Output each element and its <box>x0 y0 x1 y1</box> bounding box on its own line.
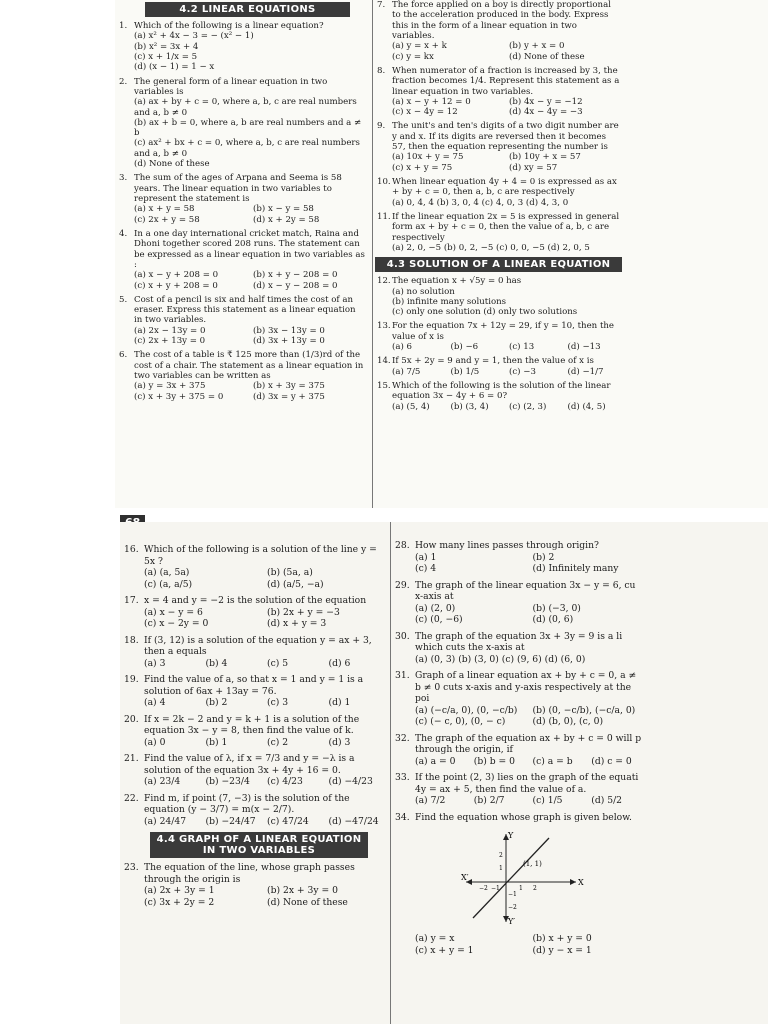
option: (a) 4 <box>144 697 166 708</box>
option: (b) 2x + 3y = 0 <box>267 885 338 896</box>
tick-label: −1 <box>508 891 517 898</box>
question-text: The graph of the equation ax + by + c = 0 will p through the origin, if <box>415 732 642 755</box>
option: (a) 24/47 <box>144 815 187 827</box>
question-number: 8. <box>377 65 386 76</box>
option: (d) (4, 5) <box>567 401 606 412</box>
question-item <box>395 580 644 626</box>
question-text: When linear equation 4y + 4 = 0 is expressed as ax + by + c = 0, then a, b, c are respectively <box>392 177 617 198</box>
options <box>134 326 366 347</box>
question-number: 5. <box>119 294 128 305</box>
option: (d) (0, 6) <box>532 614 574 625</box>
question-number: 13. <box>377 321 391 332</box>
option: (b) (5a, a) <box>267 567 313 578</box>
options <box>144 697 384 709</box>
options <box>144 658 384 670</box>
options <box>415 552 644 575</box>
options <box>392 243 620 253</box>
question-number: 33. <box>395 772 410 783</box>
options <box>392 367 620 377</box>
line-graph <box>461 830 584 926</box>
question-text: Find the value of λ, if x = 7/3 and y = −λ is a solution of the equation 3x + 4y + 16 = 0. <box>144 753 355 776</box>
option: (b) 1 <box>205 736 228 748</box>
option: (a) y = x + k <box>392 41 447 52</box>
question-item <box>377 121 620 173</box>
question-list <box>373 0 624 253</box>
question-item <box>377 321 620 352</box>
question-text: When numerator of a fraction is increased by 3, the fraction becomes 1/4. Represent this statement as a linear equation in two variables. <box>392 65 620 97</box>
option: (c) 2x + y = 58 <box>134 214 200 225</box>
question-text: How many lines passes through origin? <box>415 540 599 551</box>
option: (d) 5/2 <box>591 795 623 806</box>
question-item <box>377 0 620 62</box>
question-number: 1. <box>119 21 128 31</box>
question-item <box>395 540 644 575</box>
options <box>392 287 620 318</box>
options <box>415 795 644 807</box>
question-item <box>119 77 366 170</box>
option: (d) None of these <box>509 51 585 62</box>
question-item <box>395 670 644 728</box>
option: (a) x − y + 12 = 0 <box>392 96 471 107</box>
question-text: Find the equation whose graph is given below. <box>415 811 632 823</box>
option: (a) x − y = 6 <box>144 606 203 618</box>
option: (d) (b, 0), (c, 0) <box>532 716 604 727</box>
option: (b) 1/5 <box>450 366 480 377</box>
question-text: x = 4 and y = −2 is the solution of the equation <box>144 595 367 606</box>
options <box>392 342 620 352</box>
option: (a) (a, 5a) <box>144 567 190 578</box>
tick-label: 2 <box>533 885 537 892</box>
tick-label: −2 <box>508 904 517 911</box>
left-margin <box>0 0 115 512</box>
option: (c) 1/5 <box>532 795 563 806</box>
option: (a) (5, 4) <box>392 401 430 412</box>
option: (a) 23/4 <box>144 776 181 787</box>
question-number: 10. <box>377 177 391 187</box>
question-text: For the equation 7x + 12y = 29, if y = 10, then the value of x is <box>392 321 615 342</box>
option: (a) 2, 0, −5 (b) 0, 2, −5 (c) 0, 0, −5 (d) 2, 0, 5 <box>392 242 590 253</box>
options <box>392 402 620 412</box>
option: (d) x − y − 208 = 0 <box>253 280 338 291</box>
question-item <box>395 772 644 807</box>
question-number: 15. <box>377 381 391 391</box>
option: (d) None of these <box>134 159 210 170</box>
option: (b) 3x − 13y = 0 <box>253 325 325 336</box>
question-item <box>377 276 620 317</box>
option: (b) (−3, 0) <box>532 602 581 614</box>
question-number: 34. <box>395 811 410 823</box>
question-item <box>124 635 384 670</box>
options <box>134 204 366 225</box>
option: (d) −1/7 <box>567 366 604 377</box>
option: (b) 2 <box>532 551 555 563</box>
option: (c) 4/23 <box>267 776 303 787</box>
option: (b) 4 <box>205 657 228 669</box>
question-number: 17. <box>124 595 139 606</box>
question-item <box>119 21 366 73</box>
question-text: Graph of a linear equation ax + by + c = 0, a ≠ b ≠ 0 cuts x-axis and y-axis respectively at the poi <box>415 670 637 704</box>
question-text: The general form of a linear equation in two variables is <box>134 76 328 97</box>
question-number: 18. <box>124 634 139 646</box>
question-text: The equation of the line, whose graph passes through the origin is <box>144 862 355 885</box>
question-number: 12. <box>377 276 391 287</box>
question-text: The cost of a table is ₹ 125 more than (1/3)rd of the cost of a chair. The statement as a linear equation in two variables can be written as <box>134 350 364 381</box>
question-options <box>391 933 648 956</box>
question-text: If the linear equation 2x = 5 is expressed in general form ax + by + c = 0, then the value of a, b, c are respectively <box>392 211 620 243</box>
question-text: The sum of the ages of Arpana and Seema is 58 years. The linear equation in two variables to represent the statement is <box>134 173 342 204</box>
question-number: 4. <box>119 228 128 239</box>
question-text: Find the value of a, so that x = 1 and y = 1 is a solution of 6ax + 13ay = 76. <box>144 674 364 697</box>
options <box>144 776 384 788</box>
question-text: The graph of the equation 3x + 3y = 9 is a li which cuts the x-axis at <box>415 630 623 653</box>
option: (b) 2x + y = −3 <box>267 606 340 618</box>
option: (a) ax + by + c = 0, where a, b, c are real numbers and a, b ≠ 0 <box>134 97 357 118</box>
option: (b) x + 3y = 375 <box>253 381 325 392</box>
option: (c) x + 1/x = 5 <box>134 51 198 62</box>
option: (c) a = b <box>532 755 573 767</box>
section-banner-4-2: 4.2 LINEAR EQUATIONS <box>145 2 350 17</box>
options <box>415 705 644 728</box>
arrowhead <box>570 879 576 885</box>
question-number: 6. <box>119 350 128 361</box>
top-left-column <box>115 0 370 512</box>
point-label: (1, 1) <box>523 860 542 868</box>
option: (d) −4/23 <box>328 776 373 787</box>
option: (a) a = 0 <box>415 755 456 767</box>
question-item <box>119 173 366 225</box>
question-list <box>373 276 624 412</box>
question-number: 20. <box>124 713 139 725</box>
options <box>134 270 366 291</box>
question-number: 2. <box>119 76 128 87</box>
question-text: The unit's and ten's digits of a two digit number are y and x. If its digits are reversed then it becomes 57, then the equation representing the number is <box>392 121 619 153</box>
question-text: Which of the following is a solution of the line y = 5x ? <box>144 544 377 567</box>
option: (c) x + y = 75 <box>392 162 453 173</box>
option: (c) x − 4y = 12 <box>392 107 458 118</box>
tick-label: 2 <box>499 852 503 859</box>
question-item <box>124 862 384 908</box>
question-number: 28. <box>395 540 410 551</box>
question-list <box>120 862 388 908</box>
option: (a) 2x + 3y = 1 <box>144 885 215 896</box>
options <box>134 97 366 169</box>
option: (b) ax + b = 0, where a, b are real numbers and a ≠ b <box>134 117 362 139</box>
question-item <box>395 733 644 768</box>
tick-label: −1 <box>491 885 500 892</box>
option: (d) −13 <box>567 342 601 353</box>
question-number: 22. <box>124 792 139 804</box>
option: (c) 47/24 <box>267 815 309 827</box>
option: (b) b = 0 <box>473 755 515 767</box>
question-number: 21. <box>124 753 139 764</box>
options <box>134 381 366 402</box>
option: (c) 2x + 13y = 0 <box>134 336 206 347</box>
question-number: 29. <box>395 579 410 591</box>
option: (a) (2, 0) <box>415 602 456 614</box>
options <box>144 816 384 828</box>
option: (b) x − y = 58 <box>253 204 314 215</box>
options <box>415 933 644 956</box>
option: (d) x + 2y = 58 <box>253 214 320 225</box>
option: (c) 13 <box>509 342 535 353</box>
question-text: Find m, if point (7, −3) is the solution of the equation (y − 3/7) = m(x − 2/7). <box>144 792 350 815</box>
option: (c) 4 <box>415 563 437 574</box>
question-item <box>377 177 620 208</box>
x-axis-label: X <box>578 878 584 887</box>
question-number: 23. <box>124 862 139 873</box>
option: (b) x + y − 208 = 0 <box>253 270 338 281</box>
question-item <box>395 631 644 666</box>
question-list <box>115 21 370 402</box>
option: (b) 2/7 <box>473 795 505 806</box>
option: (a) 3 <box>144 657 166 669</box>
option: (c) y = kx <box>392 51 434 62</box>
option: (a) x − y + 208 = 0 <box>134 270 219 281</box>
option: (c) x − 2y = 0 <box>144 618 209 629</box>
option: (c) ax² + bx + c = 0, where a, b, c are real numbers and a, b ≠ 0 <box>134 138 360 159</box>
question-item <box>377 212 620 253</box>
option: (a) 6 <box>392 342 413 353</box>
options <box>415 603 644 626</box>
y-axis-label: Y <box>508 831 514 840</box>
question-number: 31. <box>395 670 410 681</box>
question-item <box>377 356 620 377</box>
option: (c) x + 3y + 375 = 0 <box>134 391 224 402</box>
option: (c) only one solution (d) only two solutions <box>392 307 578 318</box>
option: (d) 4x − 4y = −3 <box>509 107 583 118</box>
option: (b) 10y + x = 57 <box>509 152 581 163</box>
option: (b) x + y = 0 <box>532 933 592 944</box>
options <box>392 41 620 62</box>
question-number: 9. <box>377 121 386 132</box>
question-text: In a one day international cricket match, Raina and Dhoni together scored 208 runs. The statement can be expressed as a linear equation in two variables as : <box>134 228 365 270</box>
question-text: Cost of a pencil is six and half times the cost of an eraser. Express this statement as a linear equation in two variables. <box>134 294 356 326</box>
left-margin <box>0 522 120 1024</box>
question-item <box>119 350 366 402</box>
option: (c) 3x + 2y = 2 <box>144 896 215 908</box>
option: (a) (−c/a, 0), (0, −c/b) <box>415 704 518 716</box>
question-text: Which of the following is a linear equation? <box>134 21 324 31</box>
option: (a) 7/2 <box>415 795 446 806</box>
option: (a) 0, 4, 4 (b) 3, 0, 4 (c) 4, 0, 3 (d) 4, 3, 0 <box>392 197 569 208</box>
option: (c) (− c, 0), (0, − c) <box>415 716 506 727</box>
tick-label: 1 <box>519 885 523 892</box>
question-item <box>377 381 620 412</box>
option: (d) c = 0 <box>591 755 632 767</box>
question-item <box>119 295 366 347</box>
top-right-column <box>372 0 624 512</box>
tick-label: −2 <box>479 885 488 892</box>
options <box>144 737 384 749</box>
option: (a) 2x − 13y = 0 <box>134 325 206 336</box>
question-item <box>124 753 384 788</box>
option: (b) (3, 4) <box>450 401 489 412</box>
option: (d) 6 <box>328 657 351 669</box>
option: (d) Infinitely many <box>532 563 619 574</box>
option: (c) (a, a/5) <box>144 578 193 590</box>
option: (c) x + y = 1 <box>415 944 474 956</box>
question-item <box>124 793 384 828</box>
option: (b) (0, −c/b), (−c/a, 0) <box>532 704 636 716</box>
options <box>144 567 384 590</box>
question-number: 16. <box>124 544 139 555</box>
question-item <box>395 812 644 824</box>
options <box>415 654 644 666</box>
question-text: The force applied on a boy is directly proportional to the acceleration produced in the body. Express this in the form of a linear equation in two variables. <box>392 0 611 41</box>
option: (d) (x − 1) = 1 − x <box>134 62 215 73</box>
question-text: The graph of the linear equation 3x − y = 6, cu x-axis at <box>415 579 636 602</box>
option: (d) 1 <box>328 697 351 708</box>
question-text: The equation x + √5y = 0 has <box>392 276 522 287</box>
option: (d) None of these <box>267 896 348 908</box>
question-number: 7. <box>377 0 386 10</box>
option: (b) y + x = 0 <box>509 41 565 52</box>
option: (c) (2, 3) <box>509 401 547 412</box>
question-list <box>391 540 648 823</box>
question-options <box>395 933 644 956</box>
section-banner-4-4: 4.4 GRAPH OF A LINEAR EQUATION IN TWO VARIABLES <box>150 832 368 858</box>
question-number: 32. <box>395 732 410 744</box>
option: (d) −47/24 <box>328 815 379 827</box>
options <box>392 97 620 118</box>
question-item <box>124 595 384 630</box>
option: (d) xy = 57 <box>509 162 558 173</box>
bottom-right-column <box>390 522 648 1024</box>
option: (c) (0, −6) <box>415 614 463 625</box>
question-item <box>377 66 620 118</box>
options <box>392 198 620 208</box>
question-number: 11. <box>377 211 391 222</box>
bottom-page <box>0 522 768 1024</box>
question-text: If x = 2k − 2 and y = k + 1 is a solution of the equation 3x − y = 8, then find the value of k. <box>144 713 360 736</box>
option: (a) y = 3x + 375 <box>134 381 206 392</box>
option: (b) −6 <box>450 342 479 353</box>
option: (c) −3 <box>509 366 536 377</box>
question-number: 3. <box>119 173 128 184</box>
bottom-left-column <box>120 522 388 1024</box>
question-item <box>124 674 384 709</box>
option: (b) −24/47 <box>205 815 256 827</box>
question-number: 14. <box>377 356 391 367</box>
question-number: 30. <box>395 630 410 642</box>
option: (b) 4x − y = −12 <box>509 96 583 107</box>
option: (a) no solution <box>392 286 455 297</box>
option: (a) 0 <box>144 736 166 748</box>
question-text: If the point (2, 3) lies on the graph of the equati 4y = ax + 5, then find the value of a. <box>415 772 639 795</box>
option: (d) x + y = 3 <box>267 618 327 629</box>
option: (a) y = x <box>415 933 455 944</box>
option: (a) x² + 4x − 3 = − (x² − 1) <box>134 31 254 42</box>
option: (b) infinite many solutions <box>392 296 507 307</box>
tick-label: 1 <box>499 865 503 872</box>
option: (d) 3 <box>328 736 351 748</box>
option: (a) 1 <box>415 551 437 563</box>
y-neg-label: Y′ <box>508 917 516 926</box>
option: (d) 3x + 13y = 0 <box>253 336 325 347</box>
options <box>144 885 384 908</box>
option: (b) x² = 3x + 4 <box>134 41 199 52</box>
option: (c) x + y + 208 = 0 <box>134 280 218 291</box>
option: (a) 7/5 <box>392 366 421 377</box>
question-item <box>124 714 384 749</box>
question-text: Which of the following is the solution of the linear equation 3x − 4y + 6 = 0? <box>392 381 611 402</box>
option: (c) 2 <box>267 736 289 748</box>
option: (b) 2 <box>205 697 228 708</box>
option: (c) 5 <box>267 657 289 669</box>
option: (d) 3x = y + 375 <box>253 391 325 402</box>
option: (c) 3 <box>267 697 289 708</box>
option: (d) y − x = 1 <box>532 944 592 956</box>
options <box>415 756 644 768</box>
option: (d) (a/5, −a) <box>267 578 324 590</box>
option: (a) x + y = 58 <box>134 204 195 215</box>
options <box>134 31 366 72</box>
option: (b) −23/4 <box>205 776 250 787</box>
option: (a) (0, 3) (b) (3, 0) (c) (9, 6) (d) (6, 0) <box>415 653 586 665</box>
question-item <box>119 229 366 291</box>
x-neg-label: X′ <box>461 873 469 882</box>
question-number: 19. <box>124 674 139 685</box>
question-text: If 5x + 2y = 9 and y = 1, then the value of x is <box>392 356 594 367</box>
question-list <box>120 544 388 827</box>
question-item <box>124 544 384 590</box>
options <box>392 152 620 173</box>
section-banner-4-3: 4.3 SOLUTION OF A LINEAR EQUATION <box>375 257 622 272</box>
options <box>144 607 384 630</box>
question-text: If (3, 12) is a solution of the equation y = ax + 3, then a equals <box>144 634 372 657</box>
option: (a) 10x + y = 75 <box>392 152 464 163</box>
